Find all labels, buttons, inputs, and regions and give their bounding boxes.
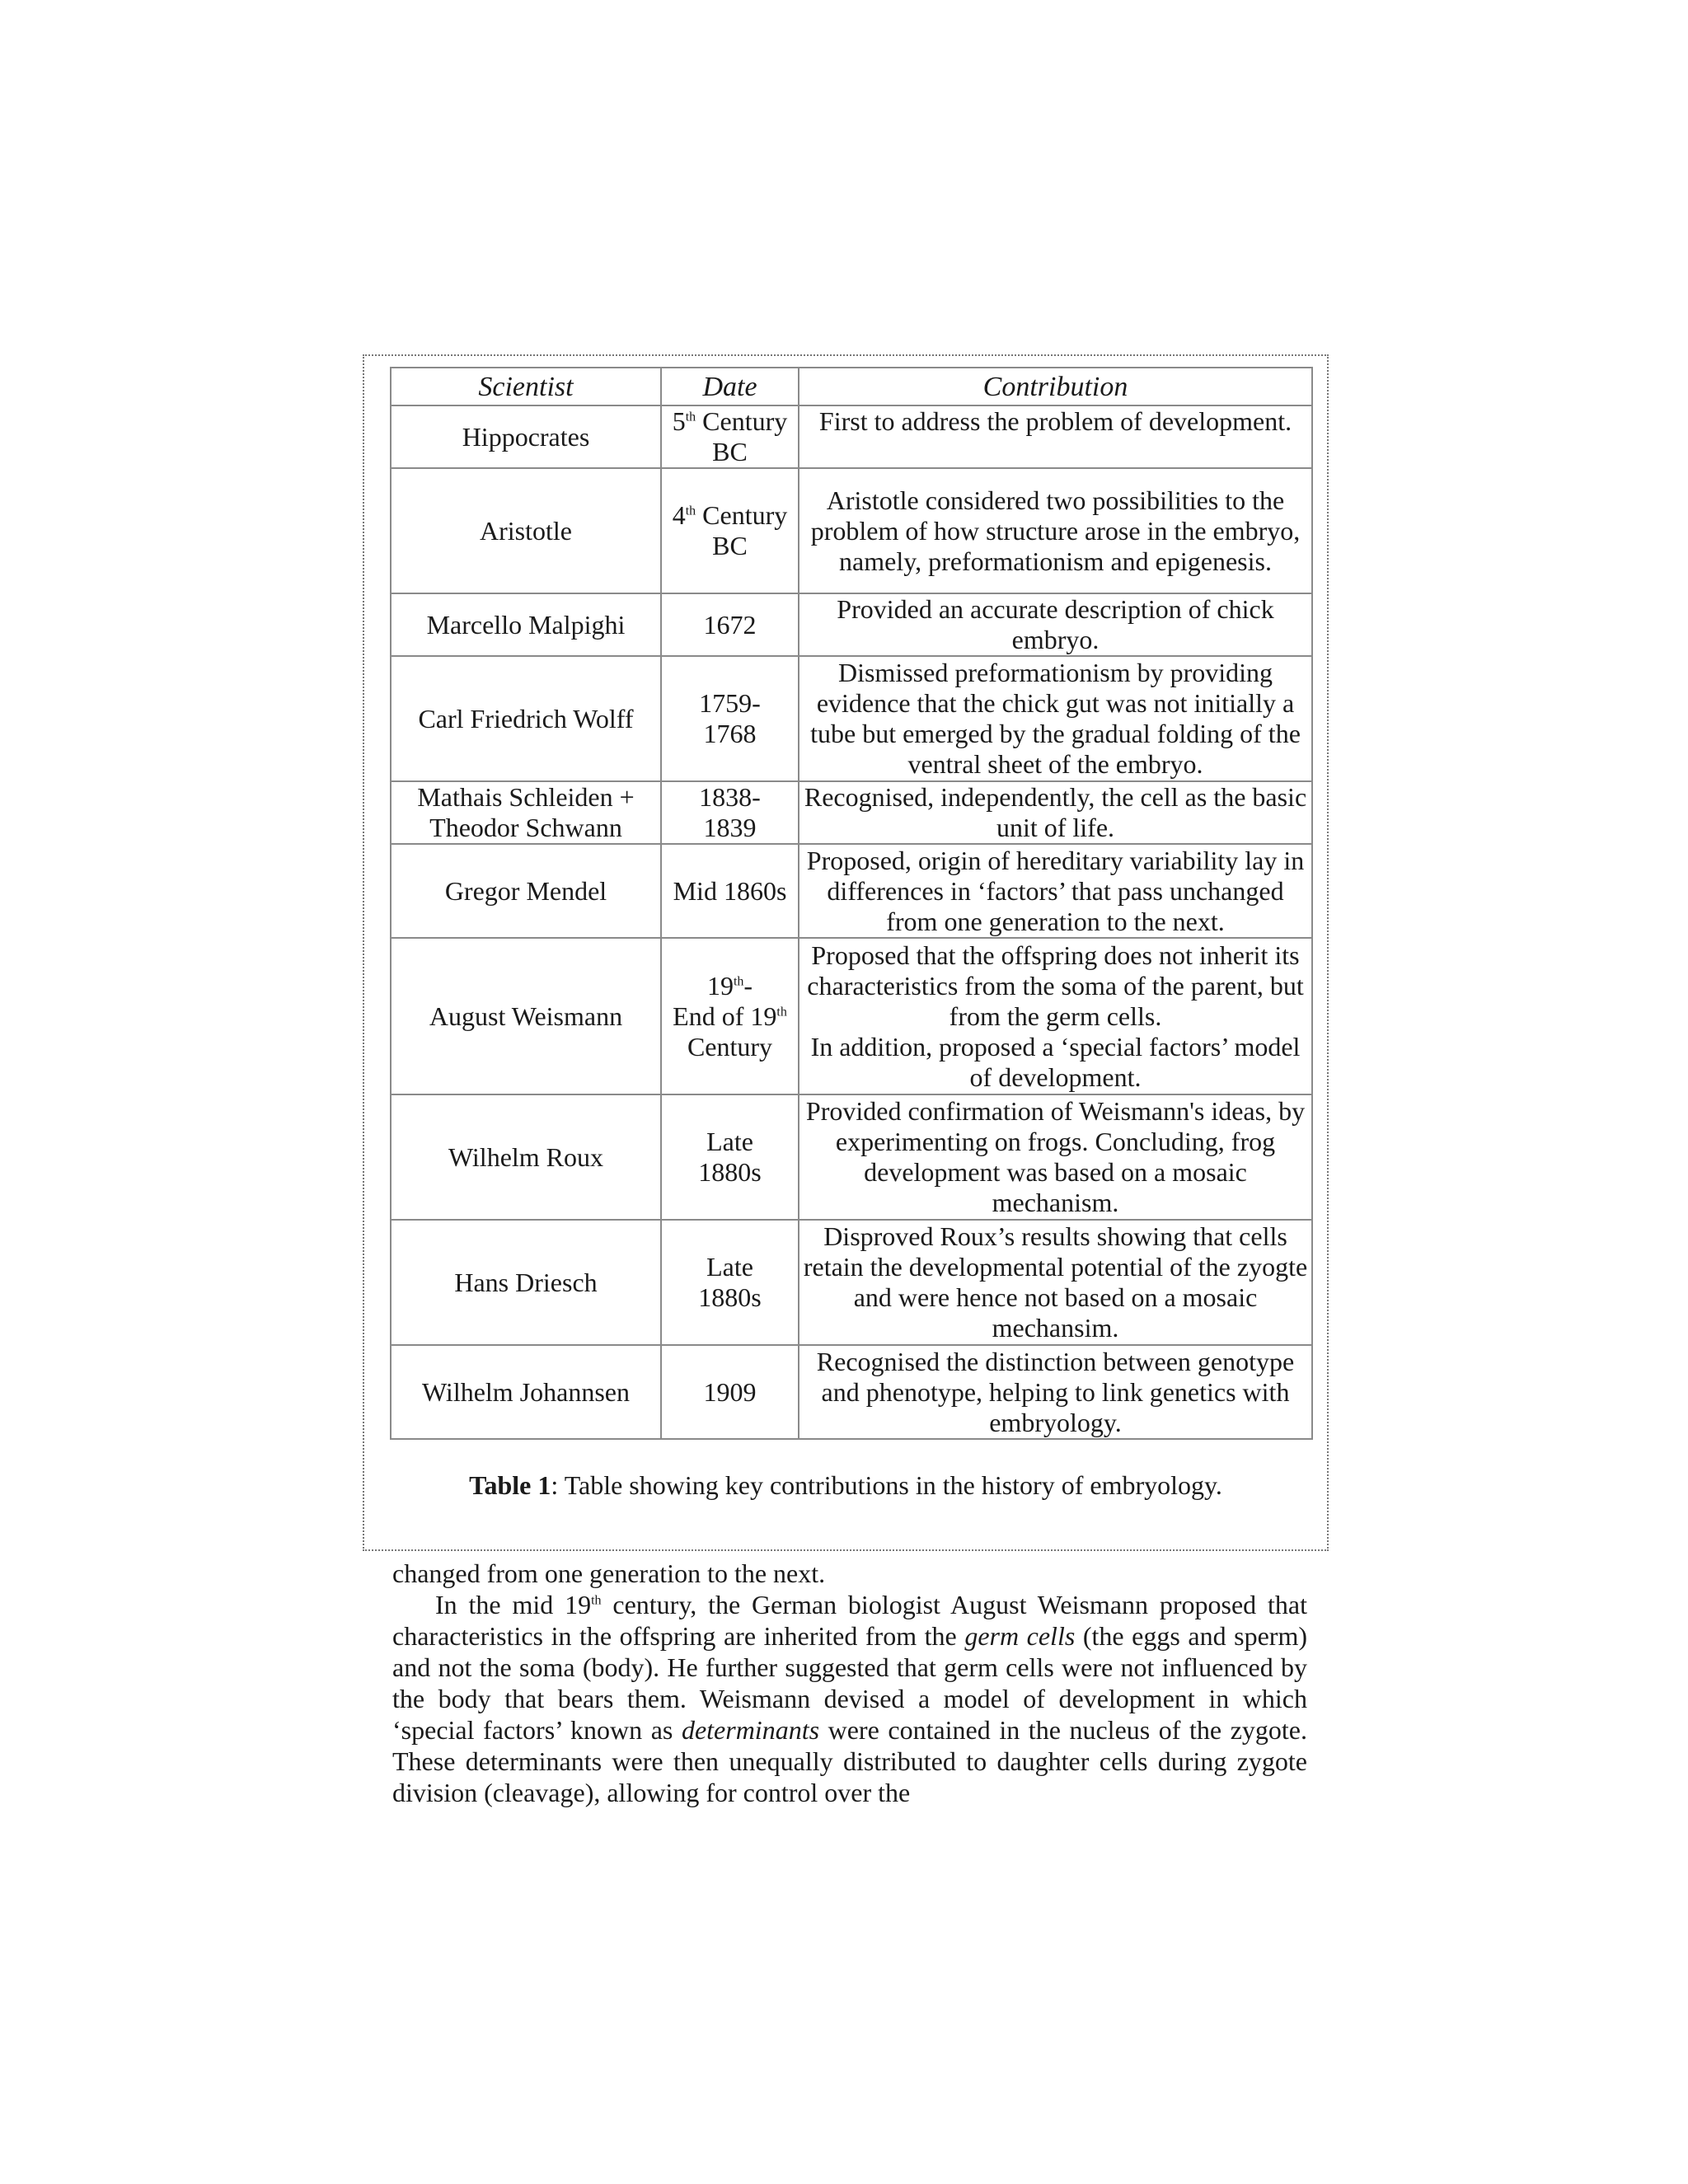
scientist-cell: Carl Friedrich Wolff — [391, 656, 661, 781]
contribution-cell: Recognised, independently, the cell as the basic unit of life. — [799, 781, 1312, 844]
scientist-cell: Wilhelm Roux — [391, 1094, 661, 1220]
table-header-row — [391, 368, 1312, 405]
term-determinants: determinants — [681, 1715, 820, 1745]
date-cell: 1909 — [661, 1345, 799, 1439]
body-text — [392, 1558, 1307, 1808]
table-row — [391, 1220, 1312, 1345]
date-ordinal: th — [733, 973, 744, 988]
table-row — [391, 405, 1312, 468]
scientist-cell: Marcello Malpighi — [391, 593, 661, 656]
history-table — [390, 367, 1313, 1440]
date-ordinal: th — [776, 1004, 787, 1019]
ordinal-suffix: th — [591, 1593, 602, 1608]
date-ordinal: th — [685, 504, 696, 518]
date-text: Century BC — [696, 406, 788, 466]
paragraph-text: were contained in the nucleus of the zygote. These determinants were then unequally distributed to daughter cells during zygote division (cleavage), allowing for control over the — [392, 1715, 1308, 1807]
date-cell: 1672 — [661, 593, 799, 656]
date-cell — [661, 405, 799, 468]
date-ordinal: th — [685, 410, 696, 424]
table-row — [391, 656, 1312, 781]
table-row — [391, 781, 1312, 844]
table-row — [391, 1345, 1312, 1439]
date-number: 4 — [672, 500, 686, 530]
date-cell: 1838- 1839 — [661, 781, 799, 844]
date-number: 19 — [706, 970, 734, 1001]
date-cell — [661, 468, 799, 593]
scientist-cell: Hippocrates — [391, 405, 661, 468]
table-caption — [363, 1469, 1329, 1502]
contribution-cell: Aristotle considered two possibilities to the problem of how structure arose in the embryo, namely, preformationism and epigenesis. — [799, 468, 1312, 593]
table-row — [391, 468, 1312, 593]
paragraph-text: (the eggs and sperm) and not the soma (body). He further suggested that germ cells were not influenced by the body that bears them. Weismann devised a model of development in which ‘special factors’ known as — [392, 1621, 1307, 1745]
paragraph — [392, 1589, 1307, 1808]
date-text: Century BC — [696, 500, 788, 560]
paragraph: changed from one generation to the next. — [392, 1558, 826, 1588]
scientist-cell: Gregor Mendel — [391, 844, 661, 938]
header-date: Date — [661, 368, 799, 405]
table-row — [391, 1094, 1312, 1220]
contribution-cell: Provided an accurate description of chick embryo. — [799, 593, 1312, 656]
table-row — [391, 844, 1312, 938]
date-text: Century — [687, 1031, 773, 1062]
scientist-cell: Hans Driesch — [391, 1220, 661, 1345]
contribution-cell: Dismissed preformationism by providing evidence that the chick gut was not initially a tube but emerged by the gradual folding of the ventral sheet of the embryo. — [799, 656, 1312, 781]
contribution-cell: Recognised the distinction between genotype and phenotype, helping to link genetics with embryology. — [799, 1345, 1312, 1439]
date-text: End of 19 — [673, 1001, 777, 1031]
caption-label: Table 1 — [469, 1470, 551, 1500]
table-row — [391, 593, 1312, 656]
term-germ-cells: germ cells — [964, 1621, 1076, 1651]
scientist-cell: August Weismann — [391, 938, 661, 1094]
scientist-cell: Wilhelm Johannsen — [391, 1345, 661, 1439]
scientist-cell: Aristotle — [391, 468, 661, 593]
date-cell — [661, 938, 799, 1094]
header-scientist: Scientist — [391, 368, 661, 405]
table-row — [391, 938, 1312, 1094]
date-cell: Mid 1860s — [661, 844, 799, 938]
scientist-cell: Mathais Schleiden + Theodor Schwann — [391, 781, 661, 844]
contribution-cell: Proposed, origin of hereditary variability lay in differences in ‘factors’ that pass unchanged from one generation to the next. — [799, 844, 1312, 938]
contribution-cell: Disproved Roux’s results showing that cells retain the developmental potential of the zyogte and were hence not based on a mosaic mechansim. — [799, 1220, 1312, 1345]
paragraph-text: In the mid 19 — [435, 1590, 592, 1619]
date-cell: Late 1880s — [661, 1094, 799, 1220]
date-number: 5 — [672, 406, 686, 436]
contribution-cell: Provided confirmation of Weismann's ideas, by experimenting on frogs. Concluding, frog development was based on a mosaic mechanism. — [799, 1094, 1312, 1220]
date-dash: - — [743, 970, 753, 1001]
date-cell: 1759- 1768 — [661, 656, 799, 781]
contribution-cell: Proposed that the offspring does not inherit its characteristics from the soma of the parent, but from the germ cells. In addition, proposed a ‘special factors’ model of development. — [799, 938, 1312, 1094]
header-contribution: Contribution — [799, 368, 1312, 405]
paragraph-text: century, the German biologist August Weismann proposed that characteristics in the offspring are inherited from the — [392, 1590, 1307, 1651]
contribution-cell: First to address the problem of development. — [799, 405, 1312, 468]
date-cell: Late 1880s — [661, 1220, 799, 1345]
caption-text: : Table showing key contributions in the history of embryology. — [551, 1470, 1222, 1500]
